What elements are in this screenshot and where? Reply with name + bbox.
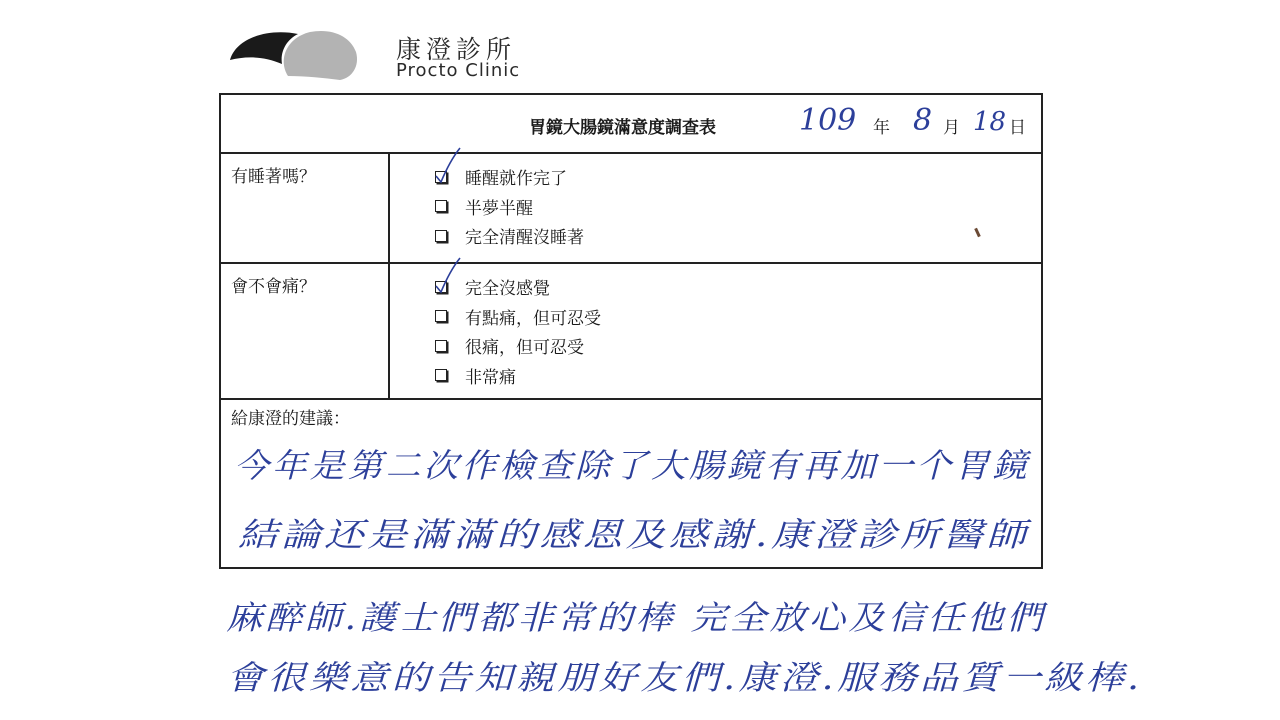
date-month-label: 月 (943, 118, 960, 138)
clinic-name-chinese: 康澄診所 (396, 35, 517, 64)
date-month-handwritten: 8 (913, 103, 933, 138)
question-cell (221, 264, 390, 398)
option-sleep-0[interactable] (435, 162, 584, 192)
clinic-name-english: Procto Clinic (396, 60, 521, 81)
date-day-label: 日 (1009, 118, 1026, 138)
checkbox[interactable] (435, 310, 447, 322)
clinic-logo (228, 26, 648, 86)
option-label: 半夢半醒 (465, 198, 533, 219)
handwritten-line-2: 結論还是滿滿的感恩及感謝.康澄診所醫師 (238, 515, 1030, 554)
option-label: 完全清醒沒睡著 (465, 228, 584, 249)
options-sleep (435, 162, 584, 251)
option-pain-0[interactable] (435, 272, 601, 302)
checkbox[interactable] (435, 369, 447, 381)
option-label: 非常痛 (465, 367, 516, 388)
survey-form (219, 93, 1043, 569)
form-title-row (221, 95, 1041, 154)
handwritten-line-4: 會很樂意的告知親朋好友們.康澄.服務品質一級棒. (226, 658, 1143, 697)
checkbox-checked[interactable] (435, 171, 447, 183)
checkbox[interactable] (435, 200, 447, 212)
question-label-sleep: 有睡著嗎？ (231, 167, 316, 187)
checkbox[interactable] (435, 230, 447, 242)
question-row-pain (221, 264, 1041, 400)
date-year-label: 年 (873, 118, 890, 138)
check-mark-icon (434, 256, 464, 296)
clinic-logo-icon (228, 26, 388, 86)
handwritten-line-3: 麻醉師.護士們都非常的棒 完全放心及信任他們 (226, 598, 1046, 637)
option-label: 很痛，但可忍受 (465, 338, 584, 359)
option-sleep-1[interactable] (435, 192, 584, 222)
option-pain-2[interactable] (435, 331, 601, 361)
option-pain-3[interactable] (435, 361, 601, 391)
question-cell (221, 154, 390, 262)
date-day-handwritten: 18 (973, 107, 1007, 137)
option-label: 完全沒感覺 (465, 279, 550, 300)
check-mark-icon (434, 146, 464, 186)
checkbox[interactable] (435, 340, 447, 352)
options-pain (435, 272, 601, 390)
option-label: 有點痛，但可忍受 (465, 308, 601, 329)
question-row-sleep (221, 154, 1041, 264)
date-year-handwritten: 109 (799, 103, 857, 138)
handwritten-line-1: 今年是第二次作檢查除了大腸鏡有再加一个胃鏡 (234, 446, 1030, 485)
option-sleep-2[interactable] (435, 221, 584, 251)
checkbox-checked[interactable] (435, 281, 447, 293)
question-label-pain: 會不會痛？ (231, 277, 316, 297)
option-label: 睡醒就作完了 (465, 169, 567, 190)
option-pain-1[interactable] (435, 302, 601, 332)
suggestion-label: 給康澄的建議： (231, 409, 350, 429)
form-title: 胃鏡大腸鏡滿意度調查表 (529, 118, 716, 138)
